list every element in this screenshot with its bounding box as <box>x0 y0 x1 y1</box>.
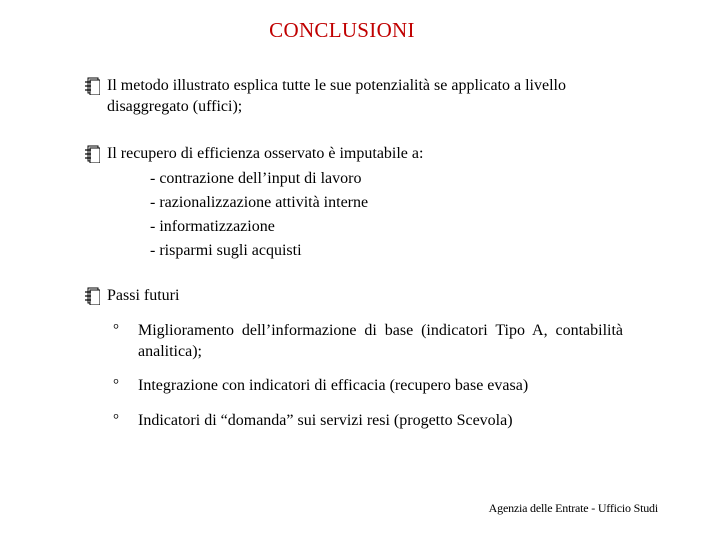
bullet-content <box>107 143 423 263</box>
list-item: - contrazione dell’input di lavoro <box>150 170 362 187</box>
list-item: - risparmi sugli acquisti <box>150 242 302 259</box>
sub-bullet-text: Indicatori di “domanda” sui servizi resi (progetto Scevola) <box>138 412 513 429</box>
sub-bullet-text: Miglioramento dell’informazione di base (indicatori Tipo A, contabilità analitica); <box>138 322 623 360</box>
notebook-bullet-icon <box>84 77 100 95</box>
bullet-item <box>84 285 644 306</box>
notebook-bullet-icon <box>84 145 100 163</box>
bullet-text: Il recupero di efficienza osservato è imputabile a: <box>107 145 424 162</box>
cause-list <box>107 167 423 263</box>
sub-bullet-item <box>113 410 623 431</box>
slide-title: CONCLUSIONI <box>269 18 415 42</box>
list-item: - razionalizzazione attività interne <box>150 194 369 211</box>
degree-marker: ° <box>113 322 119 338</box>
footer-text: Agenzia delle Entrate - Ufficio Studi <box>488 501 658 515</box>
sub-bullet-item <box>113 375 623 396</box>
list-item: - informatizzazione <box>150 218 275 235</box>
degree-marker: ° <box>113 412 119 428</box>
bullet-text: Passi futuri <box>107 287 180 304</box>
sub-bullet-item <box>113 320 623 362</box>
bullet-item <box>84 75 644 117</box>
sub-bullet-text: Integrazione con indicatori di efficacia (recupero base evasa) <box>138 377 529 394</box>
bullet-item <box>84 143 644 263</box>
notebook-bullet-icon <box>84 287 100 305</box>
degree-marker: ° <box>113 377 119 393</box>
bullet-text: Il metodo illustrato esplica tutte le sue potenzialità se applicato a livello disaggregato (uffici); <box>107 77 566 115</box>
